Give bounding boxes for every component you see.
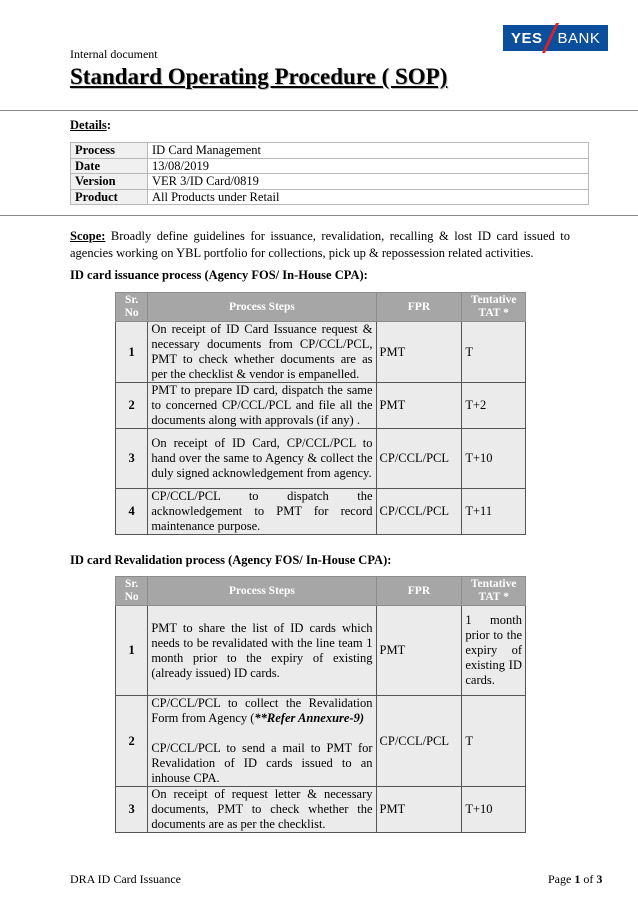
table-row [116, 383, 526, 429]
row-step: PMT to share the list of ID cards which needs to be revalidated with the line team 1 month prior to the expiry of existing (already issued) ID cards. [148, 606, 376, 696]
row-fpr: PMT [376, 383, 462, 429]
row-fpr: CP/CCL/PCL [376, 429, 462, 489]
row-fpr: PMT [376, 606, 462, 696]
scope-paragraph [70, 228, 570, 262]
details-key: Product [71, 189, 148, 205]
issuance-table [115, 292, 526, 535]
row-no: 2 [116, 696, 148, 787]
scope-text: Broadly define guidelines for issuance, revalidation, recalling & lost ID card issued to agencies working on YBL portfolio for collections, pick up & repossession related activities. [70, 229, 570, 260]
table-header-row [116, 577, 526, 606]
row-step: On receipt of ID Card Issuance request & necessary documents from CP/CCL/PCL, PMT to check whether documents are as per the checklist & vendor is empanelled. [148, 322, 376, 383]
logo-yes-text: YES [511, 29, 543, 47]
table-row [116, 787, 526, 833]
col-sr-no: Sr. No [116, 293, 148, 322]
annexure-reference: **Refer Annexure-9) [254, 711, 365, 725]
revalidation-heading: ID card Revalidation process (Agency FOS/ In-House CPA): [70, 553, 392, 567]
details-value: 13/08/2019 [148, 158, 589, 174]
row-tat: T+2 [462, 383, 526, 429]
details-key: Version [71, 174, 148, 190]
row-tat: T [462, 696, 526, 787]
table-row [116, 429, 526, 489]
col-fpr: FPR [376, 577, 462, 606]
details-key: Process [71, 143, 148, 159]
row-no: 1 [116, 606, 148, 696]
internal-document-label: Internal document [70, 47, 158, 61]
row-no: 2 [116, 383, 148, 429]
divider-middle [0, 215, 638, 216]
row-step-part-a: CP/CCL/PCL to collect the Revalidation Form from Agency ( [151, 696, 373, 725]
row-step [148, 696, 376, 787]
row-step: On receipt of request letter & necessary documents, PMT to check whether the documents are as per the checklist. [148, 787, 376, 833]
row-fpr: PMT [376, 787, 462, 833]
row-fpr: CP/CCL/PCL [376, 696, 462, 787]
details-table [70, 142, 589, 205]
footer-document-name: DRA ID Card Issuance [70, 872, 181, 886]
col-fpr: FPR [376, 293, 462, 322]
issuance-heading: ID card issuance process (Agency FOS/ In-House CPA): [70, 268, 368, 282]
details-row [71, 174, 589, 190]
row-step: On receipt of ID Card, CP/CCL/PCL to hand over the same to Agency & collect the duly signed acknowledgement from agency. [148, 429, 376, 489]
footer-page-number: Page 1 of 3 [548, 872, 603, 886]
details-value: VER 3/ID Card/0819 [148, 174, 589, 190]
col-sr-no: Sr. No [116, 577, 148, 606]
table-row [116, 606, 526, 696]
row-fpr: CP/CCL/PCL [376, 489, 462, 535]
row-tat: T [462, 322, 526, 383]
scope-label: Scope: [70, 229, 106, 243]
details-row [71, 189, 589, 205]
row-tat: 1 month prior to the expiry of existing ID cards. [462, 606, 526, 696]
col-tat: Tentative TAT * [462, 293, 526, 322]
row-tat: T+10 [462, 429, 526, 489]
details-value: ID Card Management [148, 143, 589, 159]
row-tat: T+10 [462, 787, 526, 833]
divider-top [0, 110, 638, 111]
row-no: 4 [116, 489, 148, 535]
logo-slash-icon [542, 23, 559, 53]
row-tat: T+11 [462, 489, 526, 535]
row-no: 3 [116, 429, 148, 489]
details-row [71, 143, 589, 159]
details-heading: Details: [70, 118, 111, 132]
table-row [116, 322, 526, 383]
details-row [71, 158, 589, 174]
logo-bank-text: BANK [557, 29, 601, 47]
row-step: PMT to prepare ID card, dispatch the same to concerned CP/CCL/PCL and file all the documents along with approvals (if any) . [148, 383, 376, 429]
revalidation-table [115, 576, 526, 833]
yes-bank-logo [503, 25, 608, 51]
col-tat: Tentative TAT * [462, 577, 526, 606]
table-header-row [116, 293, 526, 322]
row-fpr: PMT [376, 322, 462, 383]
col-process-steps: Process Steps [148, 577, 376, 606]
page-title: Standard Operating Procedure ( SOP) [70, 64, 448, 89]
row-step: CP/CCL/PCL to dispatch the acknowledgement to PMT for record maintenance purpose. [148, 489, 376, 535]
row-step-part-b: CP/CCL/PCL to send a mail to PMT for Revalidation of ID cards issued to an inhouse CPA. [151, 741, 373, 785]
details-value: All Products under Retail [148, 189, 589, 205]
table-row [116, 489, 526, 535]
col-process-steps: Process Steps [148, 293, 376, 322]
row-no: 3 [116, 787, 148, 833]
row-no: 1 [116, 322, 148, 383]
table-row [116, 696, 526, 787]
details-key: Date [71, 158, 148, 174]
